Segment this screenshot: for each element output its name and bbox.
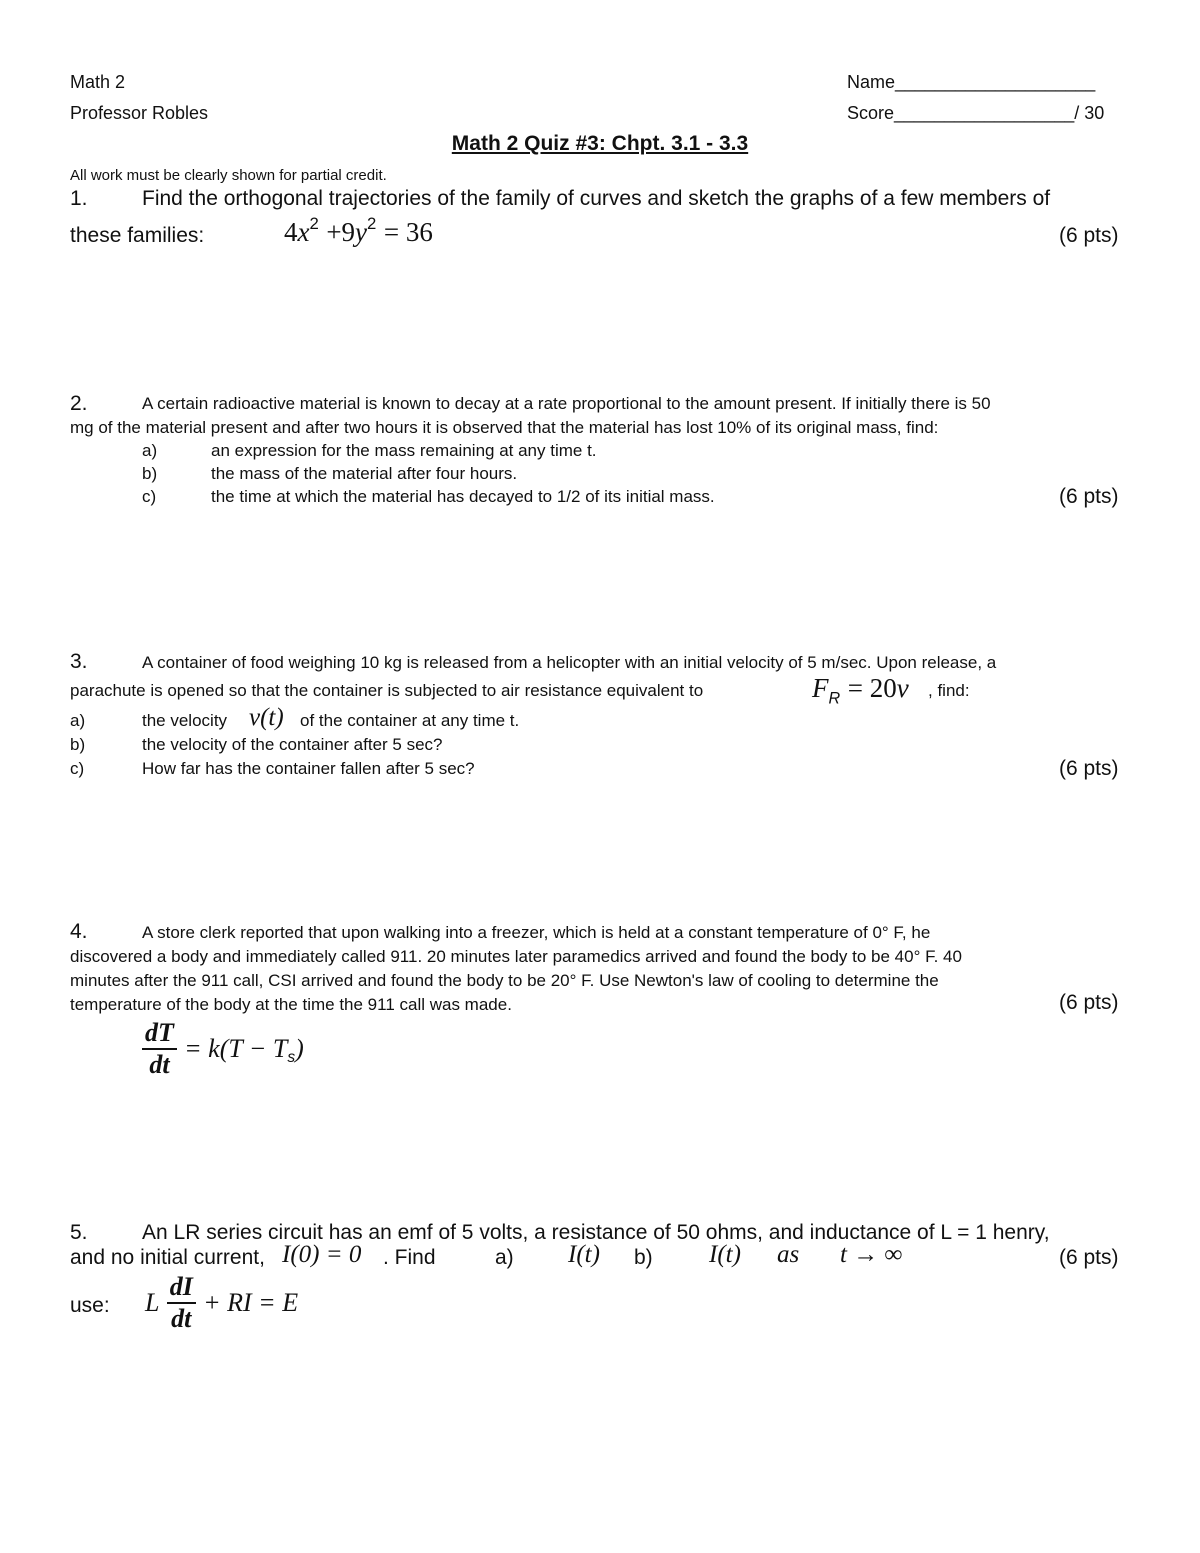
q5-part-b-label: b) — [634, 1246, 653, 1269]
q2-number: 2. — [70, 392, 88, 415]
q3-number: 3. — [70, 650, 88, 673]
name-field — [847, 72, 1095, 93]
q3-points: (6 pts) — [1059, 757, 1119, 780]
name-blank: ____________________ — [895, 72, 1096, 92]
q3-line2-end: , find: — [928, 681, 970, 700]
q3-part-c-label: c) — [70, 759, 85, 778]
q5-part-a-math: I(t) — [568, 1241, 600, 1268]
q4-points: (6 pts) — [1059, 991, 1119, 1014]
score-total: / 30 — [1074, 103, 1105, 123]
q3-part-b-label: b) — [70, 735, 86, 754]
score-field — [847, 103, 1104, 124]
q5-limit: t → ∞ — [840, 1241, 903, 1268]
course-name: Math 2 — [70, 72, 126, 92]
q2-line2: mg of the material present and after two hours it is observed that the material has lost 10% of its original mass, find: — [70, 418, 939, 437]
q3-part-a-label: a) — [70, 711, 86, 730]
q2-part-c-text: the time at which the material has decayed to 1/2 of its initial mass. — [211, 487, 715, 506]
q2-part-a-text: an expression for the mass remaining at any time t. — [211, 441, 597, 460]
q4-number: 4. — [70, 920, 88, 943]
q1-equation: $4x^2 +9y^2 = 36$ — [284, 214, 433, 247]
q2-part-c-label: c) — [142, 487, 157, 506]
q1-points: (6 pts) — [1059, 224, 1119, 247]
quiz-title: Math 2 Quiz #3: Chpt. 3.1 - 3.3 — [451, 132, 749, 155]
score-blank: __________________ — [894, 103, 1075, 123]
score-label: Score — [847, 103, 895, 123]
q3-line2: parachute is opened so that the container is subjected to air resistance equivalent to — [70, 681, 704, 700]
instructions: All work must be clearly shown for partial credit. — [70, 167, 387, 184]
q1-line2: these families: — [70, 224, 205, 247]
q4-cooling-equation: $\frac{dT}{dt}$ = $k(T - T_s)$ — [142, 1018, 304, 1080]
q4-line4: temperature of the body at the time the 911 call was made. — [70, 995, 512, 1014]
q3-part-c-text: How far has the container fallen after 5 sec? — [142, 759, 475, 778]
q2-points: (6 pts) — [1059, 485, 1119, 508]
q4-line2: discovered a body and immediately called 911. 20 minutes later paramedics arrived and found the body to be 40° F. 40 — [70, 947, 962, 966]
q3-part-a-post: of the container at any time t. — [300, 711, 520, 730]
q5-line2: and no initial current, — [70, 1246, 265, 1269]
q5-line1: An LR series circuit has an emf of 5 volts, a resistance of 50 ohms, and inductance of L = 1 henry, — [142, 1221, 1050, 1244]
q1-line1: Find the orthogonal trajectories of the family of curves and sketch the graphs of a few members of — [142, 187, 1051, 210]
q5-initial-condition: I(0) = 0 — [282, 1241, 362, 1268]
q3-part-b-text: the velocity of the container after 5 sec? — [142, 735, 443, 754]
q5-circuit-equation: L $\frac{dI}{dt}$ + RI = E — [145, 1272, 299, 1333]
q3-resistance-equation: $F_R = 20v$ — [812, 673, 909, 708]
q3-velocity-math: v(t) — [249, 704, 284, 731]
q4-line1: A store clerk reported that upon walking into a freezer, which is held at a constant temperature of 0° F, he — [142, 923, 931, 942]
q2-part-b-label: b) — [142, 464, 158, 483]
q2-part-b-text: the mass of the material after four hours. — [211, 464, 518, 483]
q5-derivative: $\frac{dI}{dt}$ — [167, 1272, 196, 1334]
q5-use-label: use: — [70, 1294, 110, 1317]
q5-find: . Find — [383, 1246, 436, 1269]
q5-number: 5. — [70, 1221, 88, 1244]
q4-derivative: $\frac{dT}{dt}$ — [142, 1018, 177, 1080]
q3-part-a-pre: the velocity — [142, 711, 228, 730]
q4-line3: minutes after the 911 call, CSI arrived and found the body to be 20° F. Use Newton's law of cooling to determine the — [70, 971, 939, 990]
professor-name: Professor Robles — [70, 103, 209, 123]
q5-part-b-math: I(t) — [709, 1241, 741, 1268]
name-label: Name — [847, 72, 896, 92]
q5-part-a-label: a) — [495, 1246, 514, 1269]
q5-as: as — [777, 1241, 800, 1268]
q3-line1: A container of food weighing 10 kg is released from a helicopter with an initial velocity of 5 m/sec. Upon release, a — [142, 653, 997, 672]
q2-line1: A certain radioactive material is known to decay at a rate proportional to the amount present. If initially there is 50 — [142, 394, 991, 413]
q2-part-a-label: a) — [142, 441, 158, 460]
q5-points: (6 pts) — [1059, 1246, 1119, 1269]
q1-number: 1. — [70, 187, 88, 210]
